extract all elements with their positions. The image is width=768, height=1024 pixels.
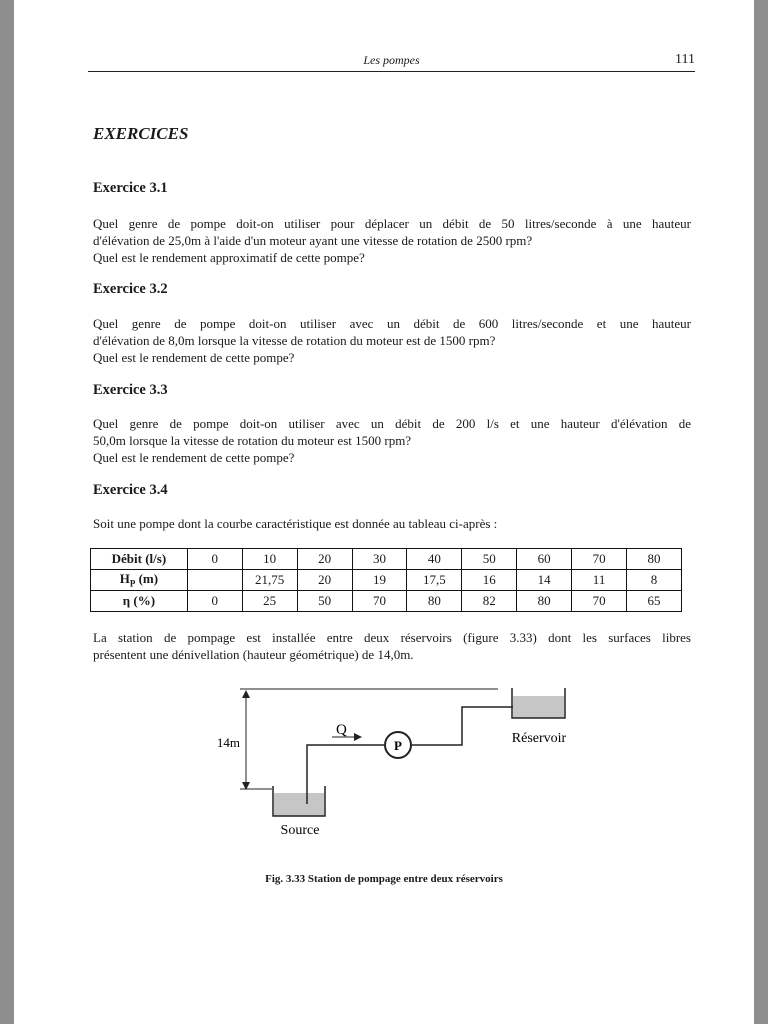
text-line: d'élévation de 8,0m lorsque la vitesse de rotation du moteur est de 1500 rpm? — [93, 333, 496, 348]
table-cell: 40 — [407, 549, 462, 570]
exercise-title-3-2: Exercice 3.2 — [93, 281, 168, 297]
text-line: Quel genre de pompe doit-on utiliser avec un débit de 200 l/s et une hauteur d'élévation de — [93, 416, 691, 431]
row-header: Débit (l/s) — [91, 549, 188, 570]
table-cell: 60 — [517, 549, 572, 570]
station-description — [93, 629, 691, 663]
pumping-station-diagram — [204, 680, 584, 850]
table-cell: 8 — [627, 570, 682, 591]
table-row — [91, 570, 682, 591]
discharge-pipe — [412, 707, 513, 745]
table-cell: 0 — [187, 549, 242, 570]
table-cell: 11 — [572, 570, 627, 591]
document-page — [14, 0, 754, 1024]
row-header: η (%) — [91, 591, 188, 612]
exercise-text-3-4 — [93, 515, 691, 532]
text-line: Soit une pompe dont la courbe caractéristique est donnée au tableau ci-après : — [93, 516, 498, 531]
table-cell: 50 — [462, 549, 517, 570]
height-label: 14m — [216, 735, 240, 750]
table-cell: 80 — [627, 549, 682, 570]
table-cell: 0 — [187, 591, 242, 612]
exercise-text-3-3 — [93, 415, 691, 466]
text-line: présentent une dénivellation (hauteur géométrique) de 14,0m. — [93, 647, 414, 662]
table-cell: 14 — [517, 570, 572, 591]
text-line: Quel est le rendement approximatif de cette pompe? — [93, 250, 365, 265]
table-cell: 17,5 — [407, 570, 462, 591]
row-header — [91, 570, 188, 591]
table-cell: 70 — [572, 549, 627, 570]
table-cell — [187, 570, 242, 591]
table-cell: 50 — [297, 591, 352, 612]
flow-label: Q — [336, 722, 347, 738]
table-cell: 80 — [407, 591, 462, 612]
table-cell: 80 — [517, 591, 572, 612]
flow-arrow-icon — [354, 733, 362, 741]
exercise-text-3-2 — [93, 315, 691, 366]
table-cell: 30 — [352, 549, 407, 570]
table-row — [91, 591, 682, 612]
row-header-unit: (m) — [135, 571, 159, 587]
row-header-subscript: P — [129, 578, 136, 589]
page-number: 111 — [675, 52, 695, 67]
table-cell: 19 — [352, 570, 407, 591]
table-cell: 16 — [462, 570, 517, 591]
text-line: La station de pompage est installée entre deux réservoirs (figure 3.33) dont les surfaces libres — [93, 630, 691, 645]
arrow-up-icon — [242, 690, 250, 698]
exercise-title-3-1: Exercice 3.1 — [93, 180, 168, 196]
pump-label: P — [394, 738, 402, 753]
source-label: Source — [280, 823, 320, 838]
row-header-main: H — [119, 571, 130, 587]
figure-caption: Fig. 3.33 Station de pompage entre deux réservoirs — [265, 873, 503, 885]
text-line: Quel genre de pompe doit-on utiliser pour déplacer un débit de 50 litres/seconde à une hauteur — [93, 216, 691, 231]
text-line: Quel genre de pompe doit-on utiliser avec un débit de 600 litres/seconde et une hauteur — [93, 316, 691, 331]
table-cell: 65 — [627, 591, 682, 612]
table-row — [91, 549, 682, 570]
table-cell: 20 — [297, 570, 352, 591]
header-title: Les pompes — [363, 53, 420, 67]
running-header — [88, 53, 695, 72]
text-line: d'élévation de 25,0m à l'aide d'un moteur ayant une vitesse de rotation de 2500 rpm? — [93, 233, 533, 248]
reservoir-label: Réservoir — [511, 731, 567, 746]
exercise-title-3-3: Exercice 3.3 — [93, 382, 168, 398]
source-water — [274, 793, 324, 816]
table-cell: 20 — [297, 549, 352, 570]
exercise-title-3-4: Exercice 3.4 — [93, 482, 168, 498]
table-cell: 70 — [572, 591, 627, 612]
text-line: Quel est le rendement de cette pompe? — [93, 450, 295, 465]
table-cell: 25 — [242, 591, 297, 612]
table-cell: 70 — [352, 591, 407, 612]
reservoir-water — [513, 696, 564, 718]
section-title: EXERCICES — [93, 124, 189, 143]
text-line: Quel est le rendement de cette pompe? — [93, 350, 295, 365]
table-cell: 10 — [242, 549, 297, 570]
exercise-text-3-1 — [93, 215, 691, 266]
table-cell: 21,75 — [242, 570, 297, 591]
text-line: 50,0m lorsque la vitesse de rotation du moteur est 1500 rpm? — [93, 433, 412, 448]
table-cell: 82 — [462, 591, 517, 612]
pump-characteristics-table — [90, 548, 682, 612]
